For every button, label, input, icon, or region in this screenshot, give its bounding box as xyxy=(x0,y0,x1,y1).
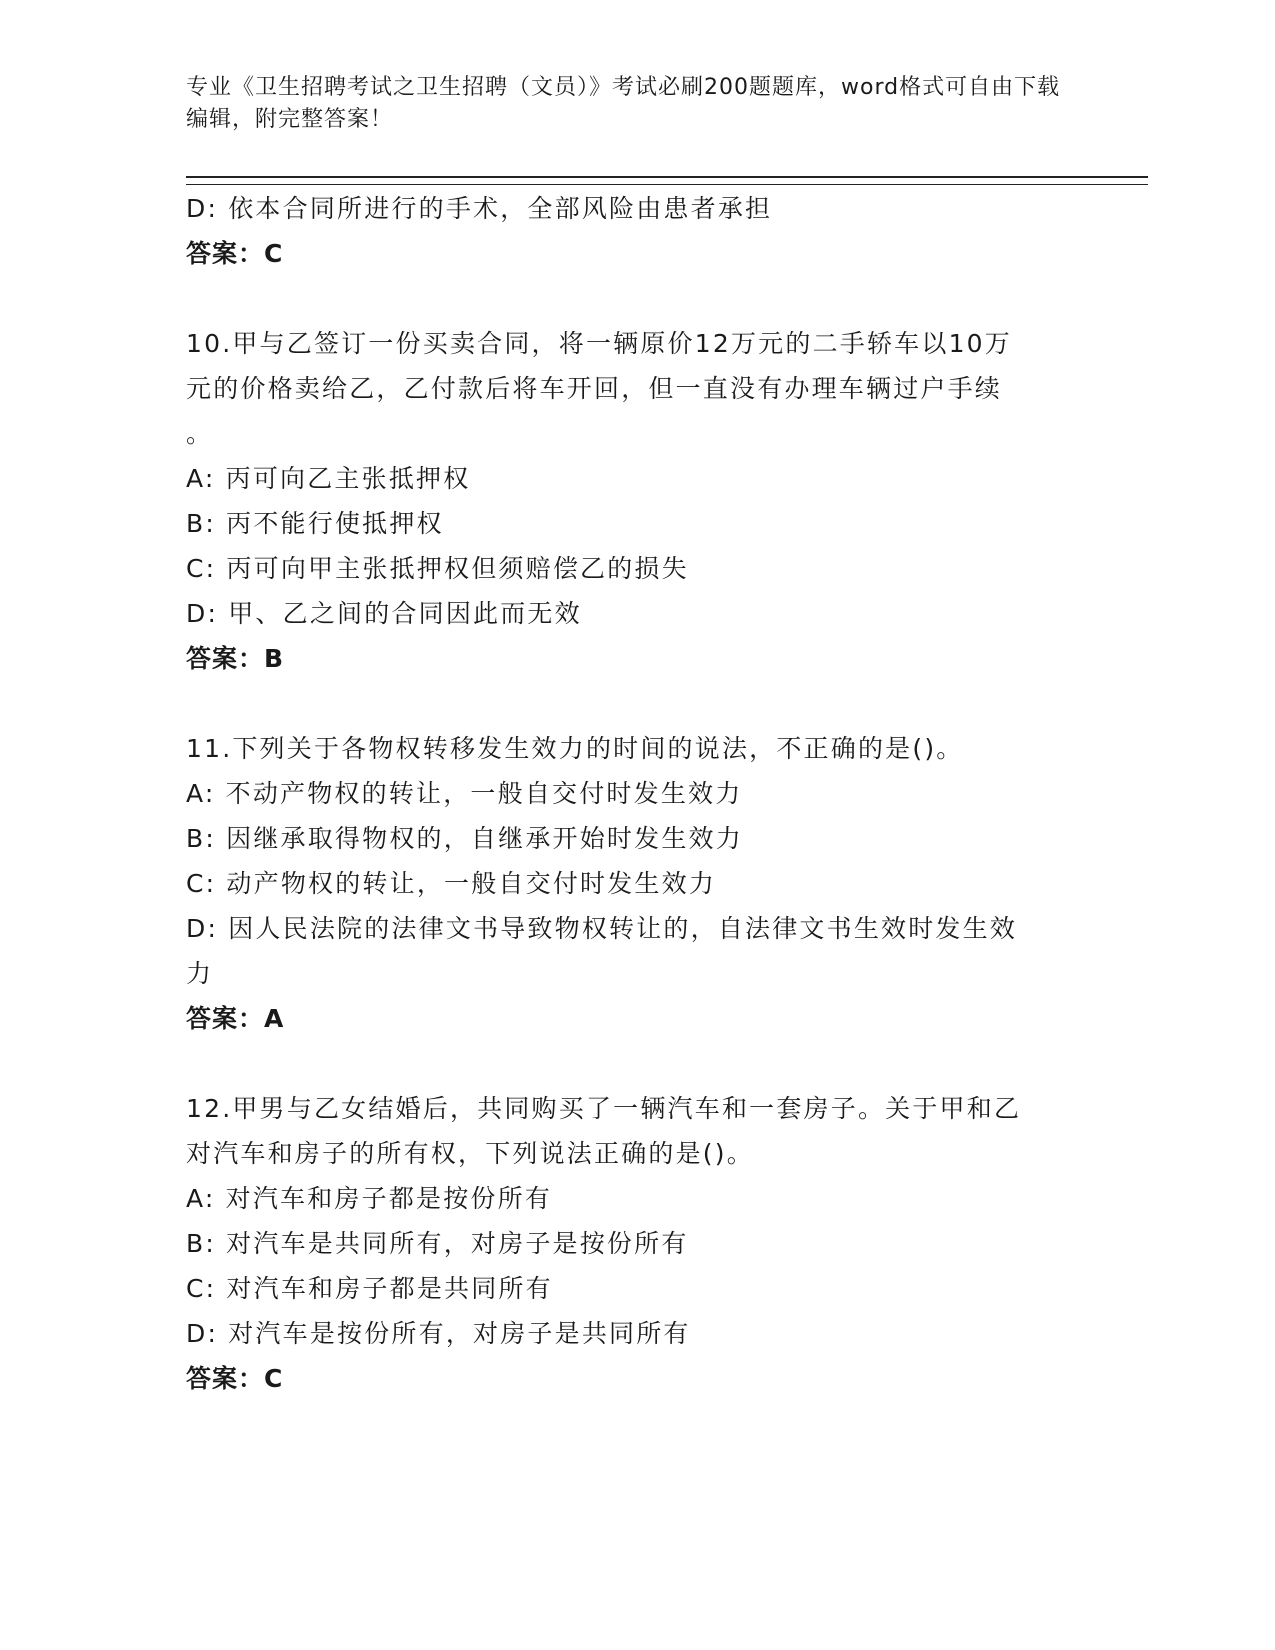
option-b: B: 对汽车是共同所有，对房子是按份所有 xyxy=(186,1229,689,1258)
option-b: B: 丙不能行使抵押权 xyxy=(186,509,444,538)
answer: 答案：A xyxy=(186,1004,285,1033)
header-divider xyxy=(186,176,1148,185)
option-d: D: 依本合同所进行的手术，全部风险由患者承担 xyxy=(186,194,773,223)
document-header: 专业《卫生招聘考试之卫生招聘（文员）》考试必刷200题题库，word格式可自由下载编辑，附完整答案！ xyxy=(186,75,1061,132)
option-b: B: 因继承取得物权的，自继承开始时发生效力 xyxy=(186,824,743,853)
spacer xyxy=(186,276,1086,321)
answer: 答案：C xyxy=(186,1364,284,1393)
option-c: C: 丙可向甲主张抵押权但须赔偿乙的损失 xyxy=(186,554,689,583)
option-a: A: 丙可向乙主张抵押权 xyxy=(186,464,471,493)
question-stem: 11.下列关于各物权转移发生效力的时间的说法，不正确的是()。 xyxy=(186,734,964,763)
question-stem: 12.甲男与乙女结婚后，共同购买了一辆汽车和一套房子。关于甲和乙 xyxy=(186,1094,1022,1123)
option-d: D: 甲、乙之间的合同因此而无效 xyxy=(186,599,582,628)
option-d: D: 对汽车是按份所有，对房子是共同所有 xyxy=(186,1319,691,1348)
option-c: C: 动产物权的转让，一般自交付时发生效力 xyxy=(186,869,717,898)
option-d-continued: 力 xyxy=(186,959,214,988)
option-c: C: 对汽车和房子都是共同所有 xyxy=(186,1274,553,1303)
question-stem: 对汽车和房子的所有权，下列说法正确的是()。 xyxy=(186,1139,754,1168)
question-10 xyxy=(186,321,1086,681)
question-stem: 。 xyxy=(186,419,214,448)
document-body xyxy=(186,186,1086,1401)
option-d: D: 因人民法院的法律文书导致物权转让的，自法律文书生效时发生效 xyxy=(186,914,1018,943)
answer: 答案：C xyxy=(186,239,284,268)
spacer xyxy=(186,681,1086,726)
option-a: A: 不动产物权的转让，一般自交付时发生效力 xyxy=(186,779,743,808)
answer: 答案：B xyxy=(186,644,285,673)
question-11 xyxy=(186,726,1086,1041)
spacer xyxy=(186,1041,1086,1086)
question-stem: 元的价格卖给乙，乙付款后将车开回，但一直没有办理车辆过户手续 xyxy=(186,374,1003,403)
option-a: A: 对汽车和房子都是按份所有 xyxy=(186,1184,553,1213)
question-stem: 10.甲与乙签订一份买卖合同，将一辆原价12万元的二手轿车以10万 xyxy=(186,329,1012,358)
question-12 xyxy=(186,1086,1086,1401)
